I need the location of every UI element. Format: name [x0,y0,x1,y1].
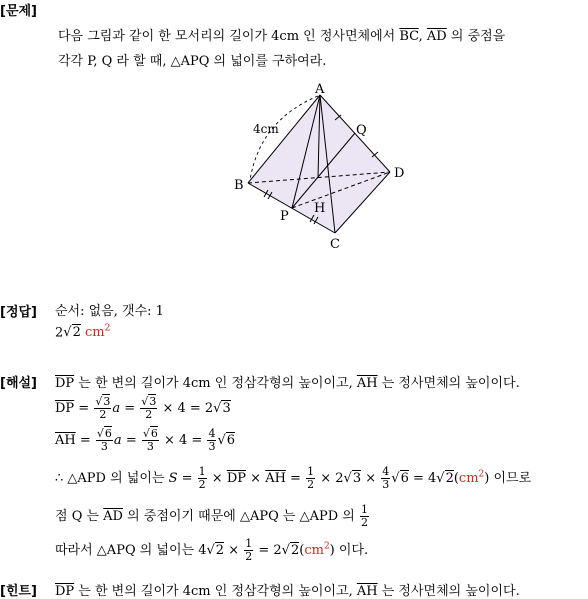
segment-ad: $\overline{AD}$ [426,29,447,44]
answer-value: 2 √ 2 $cm^2$ [55,324,110,340]
hint-line: $\overline{DP}$ 는 한 변의 길이가 4cm 인 정삼각형의 높이이고, $\overline{AH}$ 는 정사면체의 높이이다. [55,584,520,599]
solution-line-2: $\overline{DP}$ = $\frac{√3}{2}$ a = $\frac{√3}{2}$ × 4 = 2√3 [55,395,231,421]
segment-bc: $\overline{BC}$ [399,29,419,44]
solution-line-6: 따라서 △APQ 의 넓이는 4√2 × $\frac{1}{2}$ = $2√2(cm^2)$ 이다. [55,537,369,563]
label-b: B [234,178,244,193]
answer-tag: [정답] [0,305,37,320]
solution-line-5: 점 Q 는 $\overline{AD}$ 의 중점이기 때문에 △APQ 는 △APD 의 $\frac{1}{2}$ [55,503,368,529]
answer-unit: $cm^2$ [85,324,111,341]
label-edge-length: 4cm [253,122,279,136]
label-d: D [394,166,405,181]
label-a: A [315,82,325,97]
problem-line-1: 다음 그림과 같이 한 모서리의 길이가 4cm 인 정사면체에서 $\overline{BC}$, $\overline{AD}$ 의 중점을 [58,29,506,44]
solution-tag: [해설] [0,376,37,391]
solution-line-4: ∴ △APD 의 넓이는 S = $\frac{1}{2}$ × $\overline{DP} \times \overline{AH}$ = $\frac{1}{2}$ × 2√3 × $\frac{4}{3}$ $√6 = 4√2(cm^2)$ 이므로 [55,465,532,491]
hint-tag: [힌트] [0,584,37,599]
problem-tag: [문제] [0,4,37,19]
label-q: Q [356,123,367,138]
label-c: C [330,237,340,252]
tetrahedron-figure [225,82,415,254]
label-p: P [280,209,289,224]
problem-line-2: 각각 P, Q 라 할 때, △APQ 의 넓이를 구하여라. [58,54,327,69]
answer-meta: 순서: 없음, 갯수: 1 [55,304,164,319]
solution-line-3: $\overline{AH}$ = $\frac{√6}{3}$ a = $\frac{√6}{3}$ × 4 = $\frac{4}{3}$ √6 [55,427,236,453]
label-h: H [314,201,326,216]
solution-line-1: $\overline{DP}$ 는 한 변의 길이가 4cm 인 정삼각형의 높이이고, $\overline{AH}$ 는 정사면체의 높이이다. [55,376,520,391]
